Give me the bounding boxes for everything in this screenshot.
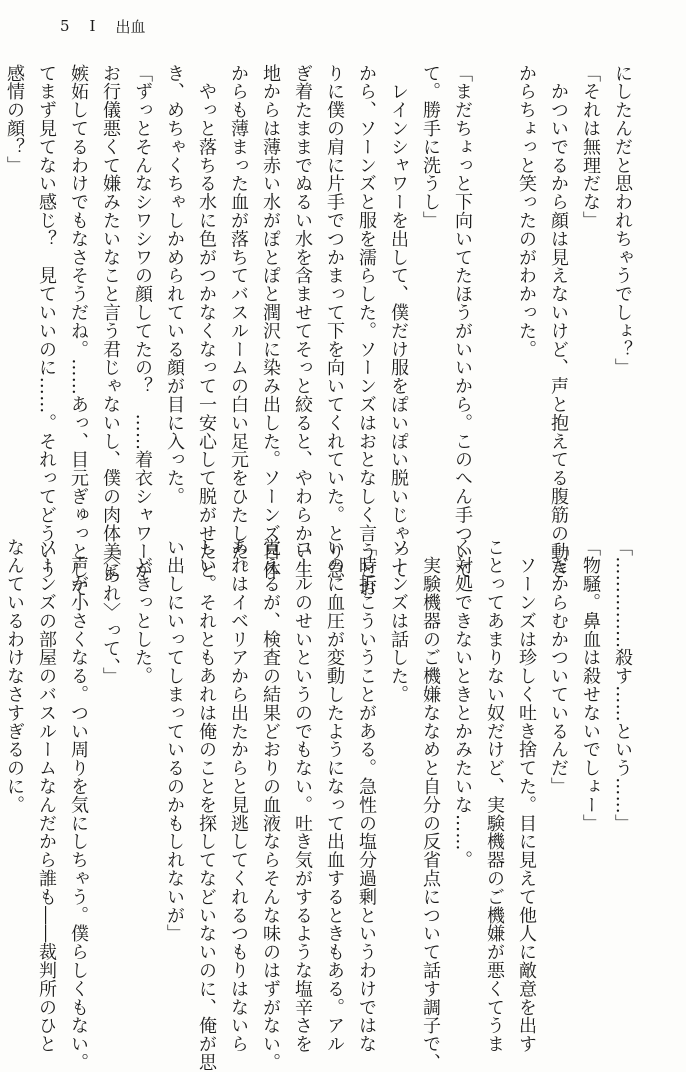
text-line: からちょっと笑ったのがわかった。 <box>516 64 537 359</box>
text-line: 「ずっとそんなシワシワの顔してたの？ ……着衣シャワーが <box>132 64 153 580</box>
text-line: やっと落ちる水に色がつかなくなって一安心して脱がせたと <box>196 64 217 580</box>
text-line: お行儀悪くて嫌みたいなこと言う君じゃないし、僕の肉体美に <box>100 64 121 580</box>
text-line: 声が小さくなる。つい周りを気にしちゃう。僕らしくもない。 <box>68 538 89 1072</box>
text-line: 「それは無理だな」 <box>580 64 601 230</box>
text-line: 「物騒。鼻血は殺せないでしょー」 <box>580 538 601 833</box>
text-line: ことってあまりない奴だけど、実験機器のご機嫌が悪くてうま <box>484 538 505 1054</box>
text-line: ソーンズは珍しく吐き捨てた。目に見えて他人に敵意を出す <box>516 538 537 1054</box>
text-line: どきっとした。 <box>132 538 153 686</box>
text-line: 地からは薄赤い水がぽとぽと潤沢に染み出した。ソーンズ自体 <box>260 64 281 580</box>
text-line: コールのせいというのでもない。吐き気がするような塩辛さを <box>292 538 313 1054</box>
chapter-number: I <box>89 17 96 35</box>
text-line: 実験機器のご機嫌ななめと自分の反省点について話す調子で、 <box>420 538 441 1072</box>
text-line: 「時折こういうことがある。急性の塩分過剰というわけではな <box>356 538 377 1054</box>
text-line: からも薄まった血が落ちてバスルームの白い足元をひたした。 <box>228 64 249 580</box>
text-line: い出しにいってしまっているのかもしれないが」 <box>164 538 185 943</box>
page-number: 5 <box>60 17 70 35</box>
text-line: ソーンズの部屋のバスルームなんだから誰も――裁判所のひと <box>36 538 57 1054</box>
text-line: 「〈あれ〉って、」 <box>100 538 121 686</box>
text-line: ぎ着たままでぬるい水を含ませてそっと絞ると、やわらかい生 <box>292 64 313 580</box>
text-line: 「まだちょっと下向いてたほうがいいから。このへん手ついて <box>452 64 473 580</box>
text-line: から、ソーンズと服を濡らした。ソーンズはおとなしく言うとお <box>356 64 377 598</box>
text-line: いのに血圧が変動したようになって出血するときもある。アル <box>324 538 345 1054</box>
text-line: 「だからむかついているんだ」 <box>548 538 569 796</box>
text-line: 感情の顔？」 <box>4 64 25 175</box>
text-line: あれはイベリアから出たからと見逃してくれるつもりはないら <box>228 538 249 1054</box>
text-line <box>478 64 510 484</box>
text-block-bottom <box>4 538 638 1072</box>
running-header <box>60 14 146 38</box>
text-line: き、めちゃくちゃしかめられている顔が目に入った。 <box>164 64 185 506</box>
text-line: レインシャワーを出して、僕だけ服をぽいぽい脱いじゃって <box>388 64 409 580</box>
text-line: なんているわけなさすぎるのに。 <box>4 538 25 814</box>
text-line: 覚えるが、検査の結果どおりの血液ならそんな味のはずがない。 <box>260 538 281 1072</box>
chapter-title: 出血 <box>115 17 146 36</box>
text-line: りに僕の肩に片手でつかまって下を向いてくれていた。とり急 <box>324 64 345 580</box>
text-line: く対処できないときとかみたいな……。 <box>452 538 473 870</box>
text-line: てまず見てない感じ？ 見ていいのに……。それってどういう <box>36 64 57 580</box>
text-line: にしたんだと思われちゃうでしょ？」 <box>612 64 633 377</box>
text-line: しい。それともあれは俺のことを探してなどいないのに、俺が思 <box>196 538 217 1072</box>
text-line: かついでるから顔は見えないけど、声と抱えてる腹筋の動き <box>548 64 569 580</box>
text-line: 「……………殺す……という……」 <box>612 538 633 833</box>
text-line: 嫉妬してるわけでもなさそうだね。……あっ、目元ぎゅっとして <box>68 64 89 598</box>
text-line: ソーンズは話した。 <box>388 538 409 704</box>
text-block-top <box>4 64 638 598</box>
text-line: て。勝手に洗うし」 <box>420 64 441 230</box>
